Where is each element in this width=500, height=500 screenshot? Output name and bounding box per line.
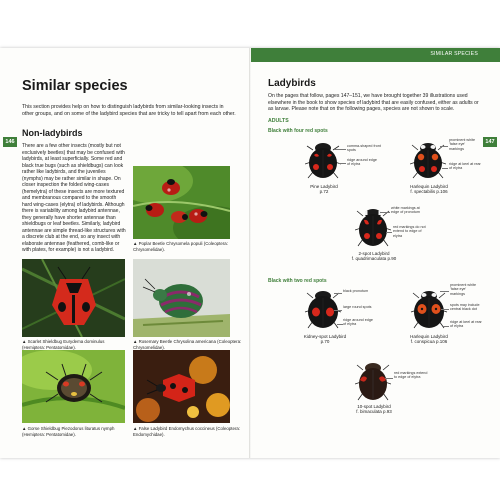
- 10spot-bimaculata-ref: f. bimaculata p.93: [356, 409, 392, 415]
- pine-ladybird-ref: p.72: [319, 189, 329, 195]
- hc-anno-3: ridge at keel at rear of elytra: [450, 320, 482, 329]
- illustration-2spot-quadrimaculata: [355, 206, 391, 253]
- pine-anno-1: comma-shaped front spots: [347, 144, 381, 153]
- kid-anno-3: ridge around edge of elytra: [343, 318, 373, 327]
- ten-anno-1: red markings extend to edge of elytra: [394, 371, 428, 380]
- page-number-left: 146: [3, 137, 17, 147]
- gorse-shieldbug-image: [22, 350, 125, 423]
- rosemary-beetle-image: [133, 259, 230, 337]
- kid-anno-2: large round spots: [343, 305, 372, 309]
- pine-ladybird-label: [295, 184, 353, 195]
- caption-rosemary-beetle: ▲ Rosemary Beetle Chrysolina americana (Coleoptera: Chrysomelidae).: [133, 339, 242, 350]
- 10spot-bimaculata-name: 10-spot Ladybird: [357, 404, 391, 409]
- photo-rosemary-beetle: [133, 259, 230, 337]
- harlequin-spectabilis-label: [398, 184, 460, 195]
- illustration-10spot-bimaculata: [355, 360, 391, 407]
- 10spot-bimaculata-label: [343, 404, 405, 415]
- harlequin-spectabilis-name: Harlequin Ladybird: [410, 184, 448, 189]
- scarlet-shieldbug-image: [22, 259, 125, 337]
- illustration-kidney-spot: [304, 288, 342, 335]
- ten-anno-line-1: [385, 378, 393, 379]
- harlequin-spectabilis-ref: f. spectabilis p.106: [410, 189, 448, 195]
- illustration-pine-ladybird: [305, 140, 341, 185]
- pine-ladybird-drawing: [305, 140, 341, 180]
- hc-anno-2: spots may include central black dot: [450, 303, 480, 312]
- kid-anno-line-1: [334, 293, 342, 294]
- two-anno-2: red markings do not extend to edge of elytra: [393, 225, 426, 238]
- 10spot-bimaculata-drawing: [355, 360, 391, 402]
- group-two-red-spots: Black with two red spots: [268, 278, 327, 284]
- caption-false-ladybird: ▲ False Ladybird Endomychus coccineus (Coleoptera: Endomychidae).: [133, 426, 241, 437]
- kidney-spot-name: Kidney-spot Ladybird: [303, 334, 347, 339]
- harl-anno-line-1: [440, 146, 448, 147]
- photo-false-ladybird: [133, 350, 230, 423]
- two-anno-line-1: [380, 212, 390, 213]
- photo-gorse-shieldbug: [22, 350, 125, 423]
- false-ladybird-image: [133, 350, 230, 423]
- pine-anno-2: ridge around edge of elytra: [347, 158, 377, 167]
- intro-paragraph: This section provides help on how to distinguish ladybirds from similar-looking insects in other groups, and on some of the ladybird species that are tricky to tell apart from each other.: [22, 104, 236, 117]
- group-four-red-spots: Black with four red spots: [268, 128, 328, 134]
- poplar-beetle-image: [133, 166, 230, 239]
- hc-anno-line-3: [443, 326, 449, 327]
- harl-anno-2: ridge at keel at rear of elytra: [449, 162, 481, 171]
- adults-label: ADULTS: [268, 118, 289, 124]
- body-paragraph: There are a few other insects (mostly but not exclusively beetles) that may be confused with ladybirds, at least superficially. Some red and black true bugs (such as shieldbugs) can look rather like ladybirds, and the juveniles (nymphs) may be rather similar in shape. On closer inspection the folded wing-cases (hemelytra) of these insects are more textured and membranous compared to the smooth hard wing-cases (elytra) of ladybirds. Although there is variability among ladybird antennae, they generally have shorter antennae than shieldbugs or leaf beetles. Similarly, ladybird antennae are simple thread-like structures with a discrete club at the end, so any insect with elaborate antennae (feathered, comb-like or with plates, for example) is not a ladybird.: [22, 143, 126, 253]
- book-gutter: [249, 48, 251, 458]
- subhead-non-ladybirds: Non-ladybirds: [22, 128, 83, 138]
- two-anno-1: white markings at edge of pronotum: [391, 206, 420, 215]
- photo-scarlet-shieldbug: [22, 259, 125, 337]
- illustration-harlequin-spectabilis: [410, 140, 446, 185]
- section-header-bar: [251, 48, 500, 62]
- two-anno-line-2: [386, 232, 392, 233]
- pine-anno-line-2: [338, 163, 346, 164]
- kid-anno-line-2: [334, 310, 342, 311]
- caption-scarlet-shieldbug: ▲ Scarlet Shieldbug Eurydema dominulus (Hemiptera: Pentatomidae).: [22, 339, 105, 350]
- hc-anno-1: prominent white 'false eye' markings: [450, 283, 477, 296]
- harl-anno-1: prominent white 'false eye' markings: [449, 138, 476, 151]
- right-page-title: Ladybirds: [268, 78, 316, 89]
- 2spot-quadrimaculata-ref: f. quadrimaculata p.90: [351, 256, 397, 262]
- harlequin-conspicua-name: Harlequin Ladybird: [410, 334, 448, 339]
- 2spot-quadrimaculata-name: 2-spot Ladybird: [358, 251, 390, 256]
- page-number-right: 147: [483, 137, 497, 147]
- right-intro-paragraph: On the pages that follow, pages 147–151, we have brought together 39 illustrations used elsewhere in the book to show species of ladybird that are easily confused, either as adults or as larvae. Please note that on the following pages, species are not shown to scale.: [268, 93, 479, 112]
- pine-ladybird-name: Pine Ladybird: [310, 184, 338, 189]
- caption-poplar-beetle: ▲ Poplar Beetle Chrysomela populi (Coleoptera: Chrysomelidae).: [133, 241, 228, 252]
- kidney-spot-ref: p.70: [320, 339, 330, 345]
- illustration-harlequin-conspicua: [410, 288, 448, 335]
- hc-anno-line-1: [440, 291, 449, 292]
- photo-poplar-beetle: [133, 166, 230, 239]
- harlequin-conspicua-ref: f. conspicua p.106: [410, 339, 448, 345]
- 2spot-quadrimaculata-label: [343, 251, 405, 262]
- kidney-spot-label: [294, 334, 356, 345]
- harl-anno-line-2: [442, 168, 448, 169]
- page-title: Similar species: [22, 78, 128, 94]
- harlequin-conspicua-label: [398, 334, 460, 345]
- kid-anno-1: black pronotum: [343, 289, 369, 293]
- caption-gorse-shieldbug: ▲ Gorse Shieldbug Piezodorus lituratus nymph (Hemiptera: Pentatomidae).: [22, 426, 115, 437]
- section-header-label: SIMILAR SPECIES: [430, 51, 478, 57]
- hc-anno-line-2: [441, 309, 449, 310]
- pine-anno-line-1: [334, 149, 346, 150]
